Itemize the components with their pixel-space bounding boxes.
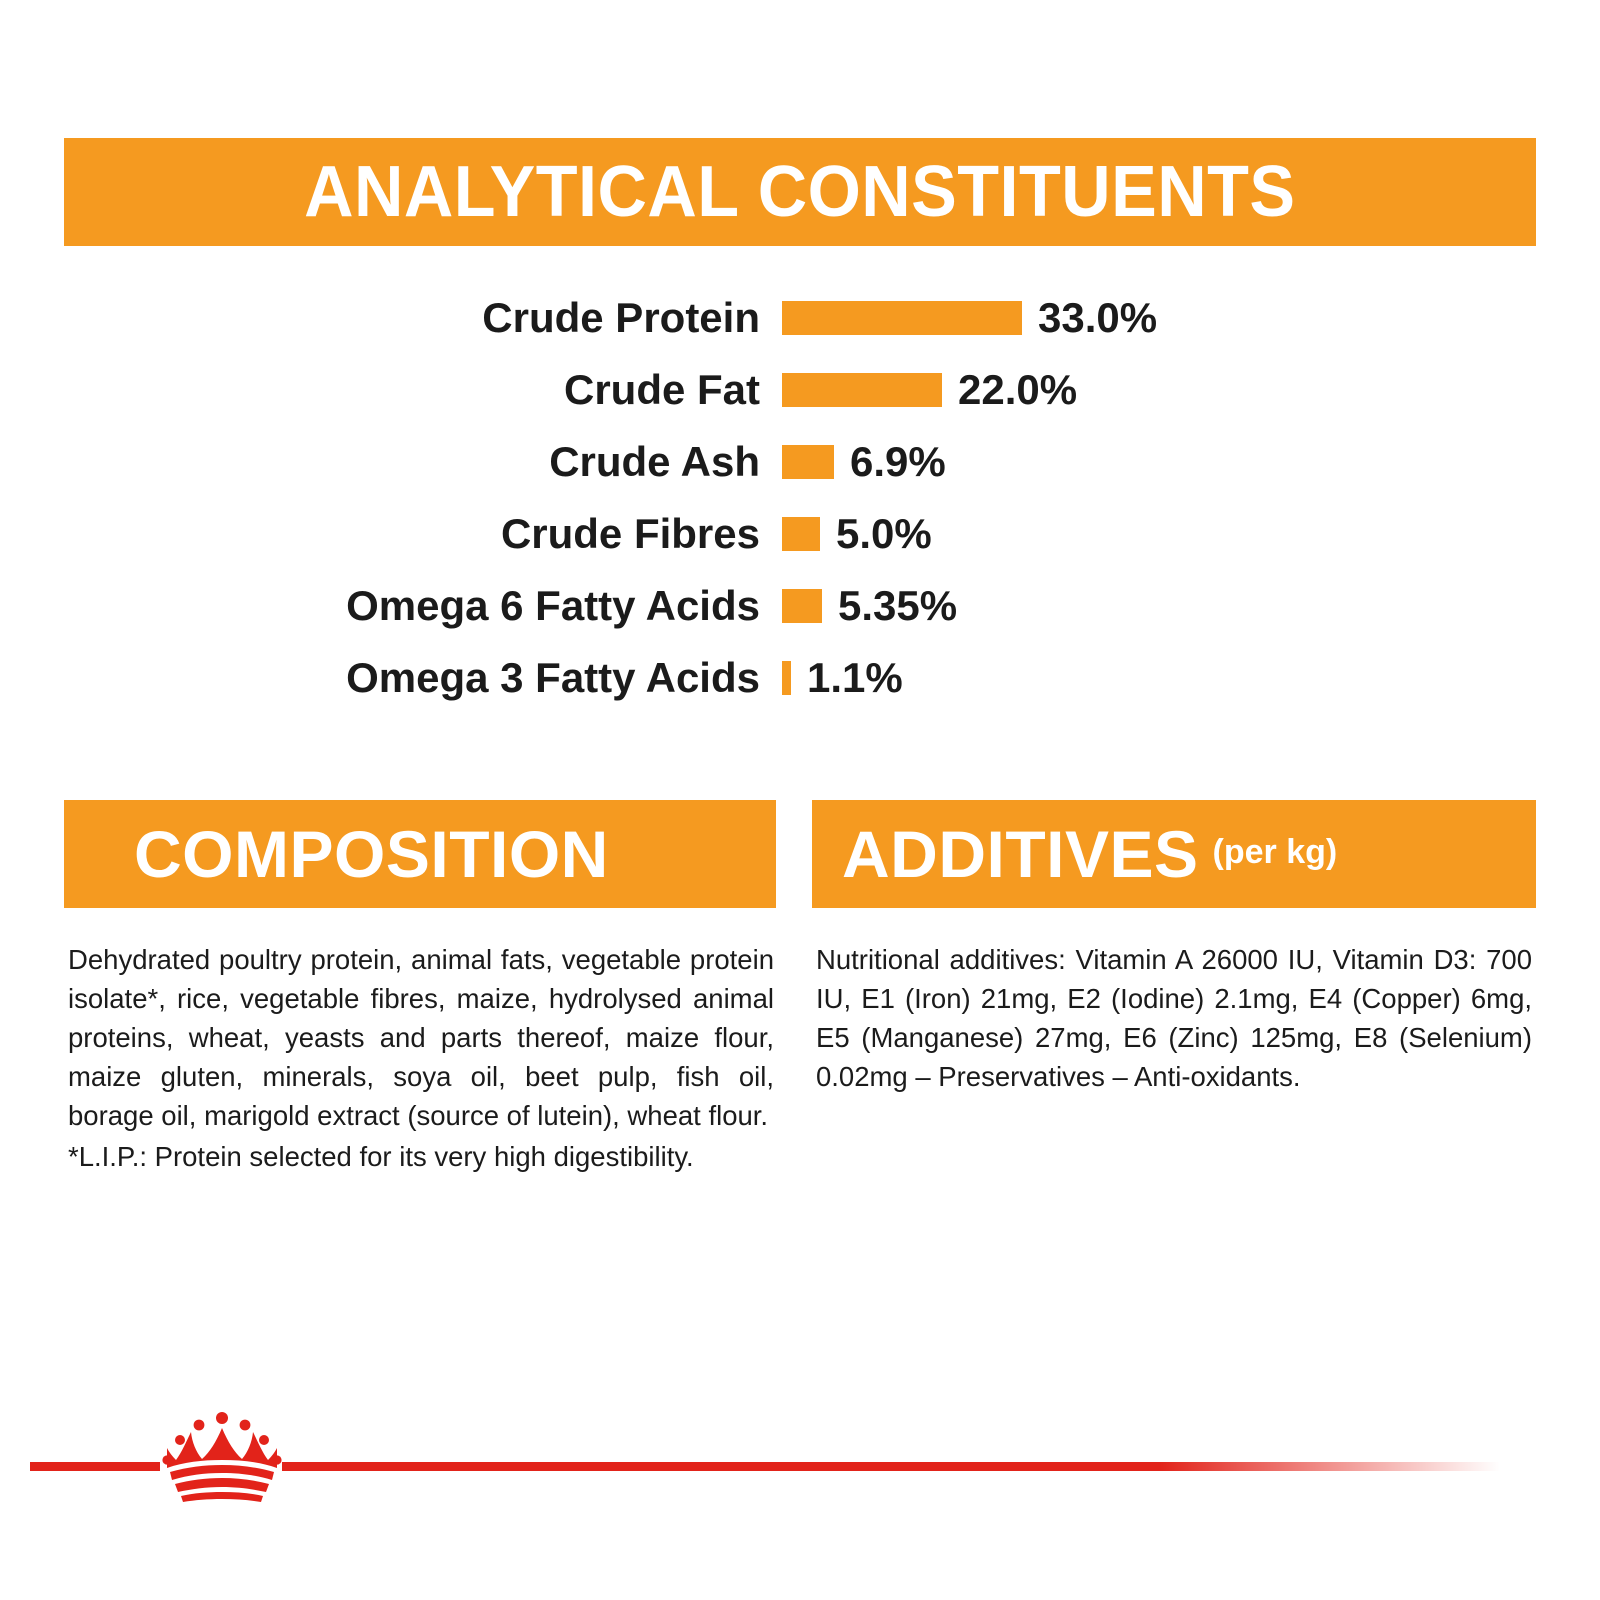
- chart-row-bar: [782, 301, 1022, 335]
- chart-row: [64, 282, 1536, 354]
- constituents-bar-chart: [64, 282, 1536, 722]
- chart-row-bar: [782, 589, 822, 623]
- chart-row-bar: [782, 661, 791, 695]
- chart-row-value: 33.0%: [1038, 294, 1158, 341]
- chart-row-value: 5.0%: [836, 510, 932, 557]
- additives-subtitle: (per kg): [1212, 832, 1338, 871]
- additives-body: Nutritional additives: Vitamin A 26000 IU, Vitamin D3: 700 IU, E1 (Iron) 21mg, E2 (Iodine) 2.1mg, E4 (Copper) 6mg, E5 (Manganese) 27mg, E6 (Zinc) 125mg, E8 (Selenium) 0.02mg – Preservatives – Anti-oxidants.: [816, 944, 1532, 1093]
- analytical-constituents-header: [64, 138, 1536, 246]
- chart-row-label: Crude Fibres: [500, 510, 760, 557]
- chart-row-value: 22.0%: [958, 366, 1078, 413]
- chart-row-label: Omega 6 Fatty Acids: [346, 582, 760, 629]
- chart-row-bar: [782, 373, 942, 407]
- chart-row: [64, 642, 1536, 714]
- footer-rule-right: [282, 1462, 1500, 1471]
- chart-row: [64, 498, 1536, 570]
- chart-row-label: Omega 3 Fatty Acids: [346, 654, 760, 701]
- additives-header: [812, 800, 1536, 908]
- chart-row-bar: [782, 517, 820, 551]
- chart-row: [64, 426, 1536, 498]
- composition-header: [64, 800, 776, 908]
- footer-rule-left: [30, 1462, 160, 1471]
- chart-row-label: Crude Ash: [549, 438, 760, 485]
- chart-row-value: 6.9%: [850, 438, 946, 485]
- chart-row-label: Crude Fat: [563, 366, 760, 413]
- composition-ingredients: Dehydrated poultry protein, animal fats, vegetable protein isolate*, rice, vegetable fibres, maize, hydrolysed animal proteins, wheat, yeasts and parts thereof, maize flour, maize gluten, minerals, soya oil, beet pulp, fish oil, borage oil, marigold extract (source of lutein), wheat flour.: [68, 944, 774, 1132]
- analytical-constituents-title: ANALYTICAL CONSTITUENTS: [304, 152, 1296, 232]
- chart-row-value: 1.1%: [807, 654, 903, 701]
- additives-title: ADDITIVES: [842, 817, 1199, 891]
- brand-footer: [0, 1380, 1600, 1540]
- composition-title: COMPOSITION: [134, 817, 609, 891]
- chart-row-label: Crude Protein: [482, 294, 760, 341]
- chart-row-bar: [782, 445, 834, 479]
- chart-row: [64, 570, 1536, 642]
- composition-body: [68, 940, 774, 1176]
- royal-canin-crown-icon: [158, 1412, 286, 1504]
- chart-row: [64, 354, 1536, 426]
- chart-row-value: 5.35%: [838, 582, 958, 629]
- composition-footnote: *L.I.P.: Protein selected for its very high digestibility.: [68, 1141, 694, 1173]
